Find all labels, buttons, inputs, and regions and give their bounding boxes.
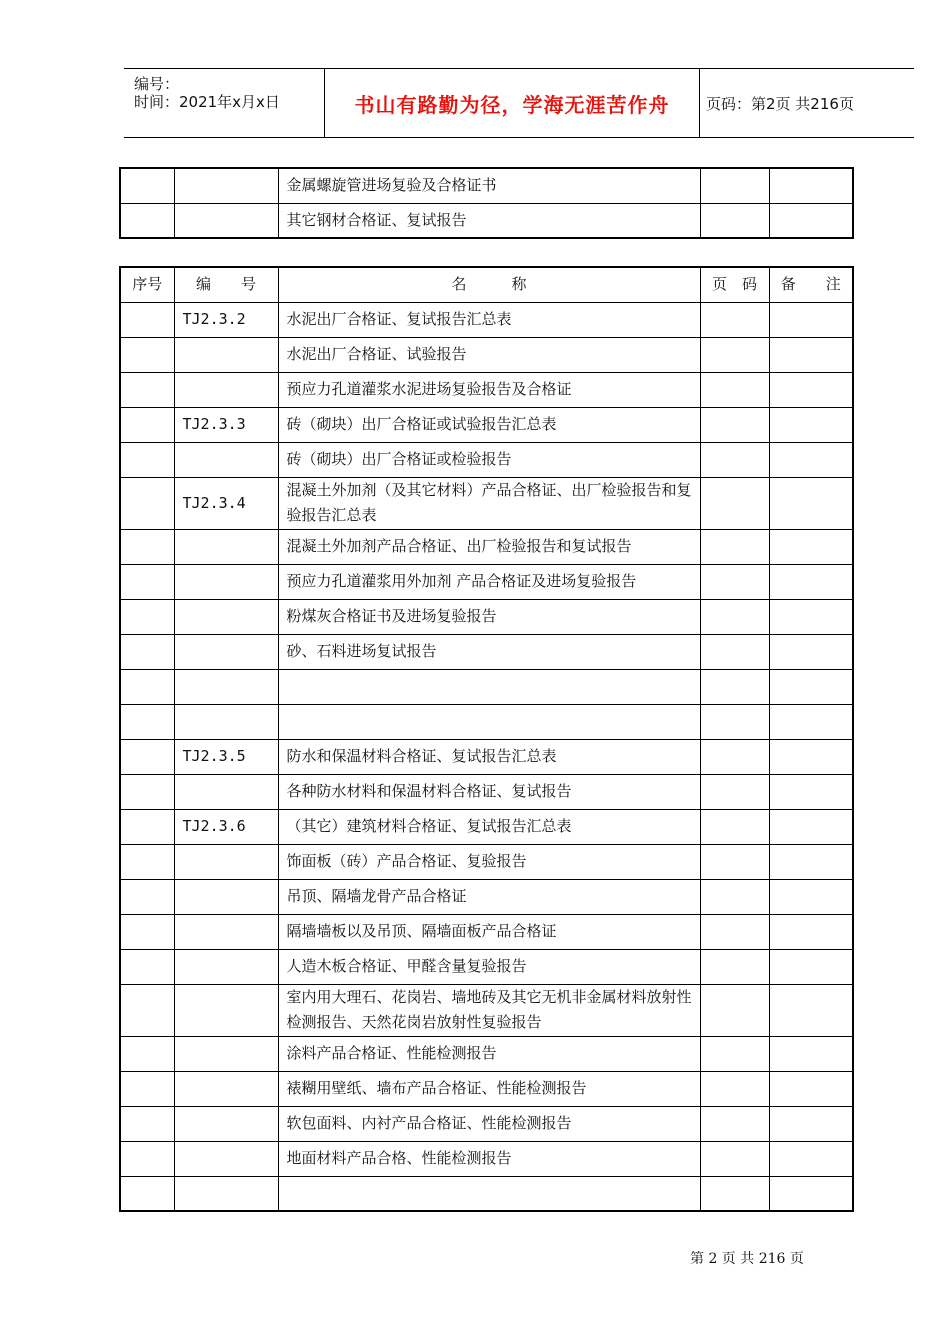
code-cell [174,669,278,704]
table-row [120,372,853,407]
seq-cell [120,1106,174,1141]
page-cell [700,442,769,477]
note-cell [769,879,853,914]
table-row [120,914,853,949]
seq-cell [120,879,174,914]
note-cell [769,168,853,203]
table-row [120,337,853,372]
name-cell: 软包面料、内衬产品合格证、性能检测报告 [278,1106,700,1141]
page-cell [700,984,769,1036]
page-cell [700,477,769,529]
seq-cell [120,203,174,238]
table-row [120,774,853,809]
code-cell [174,879,278,914]
page-cell [700,302,769,337]
table-row [120,669,853,704]
name-cell: 涂料产品合格证、性能检测报告 [278,1036,700,1071]
name-cell: 混凝土外加剂（及其它材料）产品合格证、出厂检验报告和复验报告汇总表 [278,477,700,529]
note-cell [769,1036,853,1071]
seq-cell [120,564,174,599]
code-cell [174,1176,278,1211]
page-cell [700,203,769,238]
note-cell [769,337,853,372]
name-cell: 砖（砌块）出厂合格证或试验报告汇总表 [278,407,700,442]
table-row [120,168,853,203]
code-cell: TJ2.3.3 [174,407,278,442]
code-cell [174,337,278,372]
seq-cell [120,302,174,337]
seq-cell [120,337,174,372]
seq-cell [120,1176,174,1211]
page-footer: 第 2 页 共 216 页 [690,1251,804,1267]
code-cell [174,599,278,634]
name-cell: 粉煤灰合格证书及进场复验报告 [278,599,700,634]
name-cell: 人造木板合格证、甲醛含量复验报告 [278,949,700,984]
name-cell: 裱糊用壁纸、墙布产品合格证、性能检测报告 [278,1071,700,1106]
page-cell [700,564,769,599]
seq-cell [120,168,174,203]
page-cell [700,599,769,634]
note-cell [769,739,853,774]
header-code: 编 号 [174,267,278,302]
header-left-cell [124,69,324,137]
name-cell: （其它）建筑材料合格证、复试报告汇总表 [278,809,700,844]
note-cell [769,914,853,949]
table-row [120,844,853,879]
name-cell [278,1176,700,1211]
code-cell [174,634,278,669]
time-label: 时间：2021年x月x日 [134,93,280,111]
page-cell [700,337,769,372]
code-cell [174,949,278,984]
serial-label: 编号： [134,75,180,93]
note-cell [769,1106,853,1141]
note-cell [769,984,853,1036]
seq-cell [120,669,174,704]
code-cell [174,203,278,238]
name-cell: 水泥出厂合格证、复试报告汇总表 [278,302,700,337]
page-cell [700,1071,769,1106]
header-seq: 序号 [120,267,174,302]
code-cell [174,844,278,879]
seq-cell [120,984,174,1036]
table-row [120,407,853,442]
note-cell [769,1141,853,1176]
page-cell [700,844,769,879]
name-cell [278,669,700,704]
code-cell [174,774,278,809]
table-row [120,949,853,984]
code-cell [174,529,278,564]
note-cell [769,634,853,669]
note-cell [769,949,853,984]
seq-cell [120,739,174,774]
table-row [120,302,853,337]
seq-cell [120,442,174,477]
code-cell [174,1106,278,1141]
code-cell [174,168,278,203]
page-cell [700,1176,769,1211]
note-cell [769,407,853,442]
note-cell [769,564,853,599]
seq-cell [120,844,174,879]
note-cell [769,477,853,529]
page-cell [700,879,769,914]
page-cell [700,739,769,774]
code-cell: TJ2.3.4 [174,477,278,529]
code-cell: TJ2.3.5 [174,739,278,774]
code-cell [174,442,278,477]
table-row [120,809,853,844]
main-table [119,266,854,1212]
note-cell [769,203,853,238]
page-cell [700,774,769,809]
name-cell: 隔墙墙板以及吊顶、隔墙面板产品合格证 [278,914,700,949]
seq-cell [120,599,174,634]
page-cell [700,634,769,669]
note-cell [769,302,853,337]
table-row [120,529,853,564]
seq-cell [120,704,174,739]
note-cell [769,599,853,634]
table-row [120,1176,853,1211]
note-cell [769,529,853,564]
name-cell: 砂、石料进场复试报告 [278,634,700,669]
code-cell [174,1071,278,1106]
table-row [120,203,853,238]
seq-cell [120,477,174,529]
name-cell: 其它钢材合格证、复试报告 [278,203,700,238]
page-cell [700,529,769,564]
name-cell: 饰面板（砖）产品合格证、复验报告 [278,844,700,879]
code-cell [174,1036,278,1071]
table-row [120,1071,853,1106]
page-cell [700,407,769,442]
seq-cell [120,774,174,809]
seq-cell [120,1071,174,1106]
header-note: 备 注 [769,267,853,302]
page-cell [700,168,769,203]
code-cell [174,914,278,949]
code-cell [174,984,278,1036]
seq-cell [120,949,174,984]
document-header [124,68,914,138]
table-row [120,1106,853,1141]
header-page: 页 码 [700,267,769,302]
note-cell [769,844,853,879]
header-motto-cell [324,69,700,137]
seq-cell [120,529,174,564]
table-header-row [120,267,853,302]
table-row [120,739,853,774]
note-cell [769,442,853,477]
table-row [120,634,853,669]
note-cell [769,809,853,844]
code-cell [174,704,278,739]
seq-cell [120,914,174,949]
note-cell [769,1176,853,1211]
name-cell: 预应力孔道灌浆水泥进场复验报告及合格证 [278,372,700,407]
seq-cell [120,407,174,442]
top-table [119,167,854,239]
note-cell [769,1071,853,1106]
header-name: 名 称 [278,267,700,302]
name-cell: 混凝土外加剂产品合格证、出厂检验报告和复试报告 [278,529,700,564]
note-cell [769,669,853,704]
name-cell: 金属螺旋管进场复验及合格证书 [278,168,700,203]
note-cell [769,774,853,809]
name-cell: 地面材料产品合格、性能检测报告 [278,1141,700,1176]
code-cell [174,564,278,599]
page-cell [700,809,769,844]
page-cell [700,1036,769,1071]
page-cell [700,704,769,739]
name-cell: 水泥出厂合格证、试验报告 [278,337,700,372]
table-row [120,704,853,739]
page-cell [700,372,769,407]
note-cell [769,372,853,407]
table-row [120,599,853,634]
page-info: 页码：第2页 共216页 [706,94,854,113]
seq-cell [120,372,174,407]
table-row [120,1036,853,1071]
table-row [120,564,853,599]
name-cell: 各种防水材料和保温材料合格证、复试报告 [278,774,700,809]
code-cell [174,372,278,407]
name-cell: 防水和保温材料合格证、复试报告汇总表 [278,739,700,774]
code-cell: TJ2.3.6 [174,809,278,844]
name-cell: 预应力孔道灌浆用外加剂 产品合格证及进场复验报告 [278,564,700,599]
header-page-cell [700,69,914,137]
table-row [120,984,853,1036]
name-cell: 砖（砌块）出厂合格证或检验报告 [278,442,700,477]
note-cell [769,704,853,739]
motto-text: 书山有路勤为径，学海无涯苦作舟 [354,92,670,117]
name-cell: 室内用大理石、花岗岩、墙地砖及其它无机非金属材料放射性检测报告、天然花岗岩放射性复验报告 [278,984,700,1036]
page-cell [700,669,769,704]
seq-cell [120,1036,174,1071]
seq-cell [120,1141,174,1176]
name-cell: 吊顶、隔墙龙骨产品合格证 [278,879,700,914]
seq-cell [120,634,174,669]
page-cell [700,949,769,984]
table-row [120,1141,853,1176]
code-cell [174,1141,278,1176]
name-cell [278,704,700,739]
page-cell [700,1106,769,1141]
table-row [120,477,853,529]
seq-cell [120,809,174,844]
table-row [120,879,853,914]
table-row [120,442,853,477]
code-cell: TJ2.3.2 [174,302,278,337]
page-cell [700,1141,769,1176]
page-cell [700,914,769,949]
